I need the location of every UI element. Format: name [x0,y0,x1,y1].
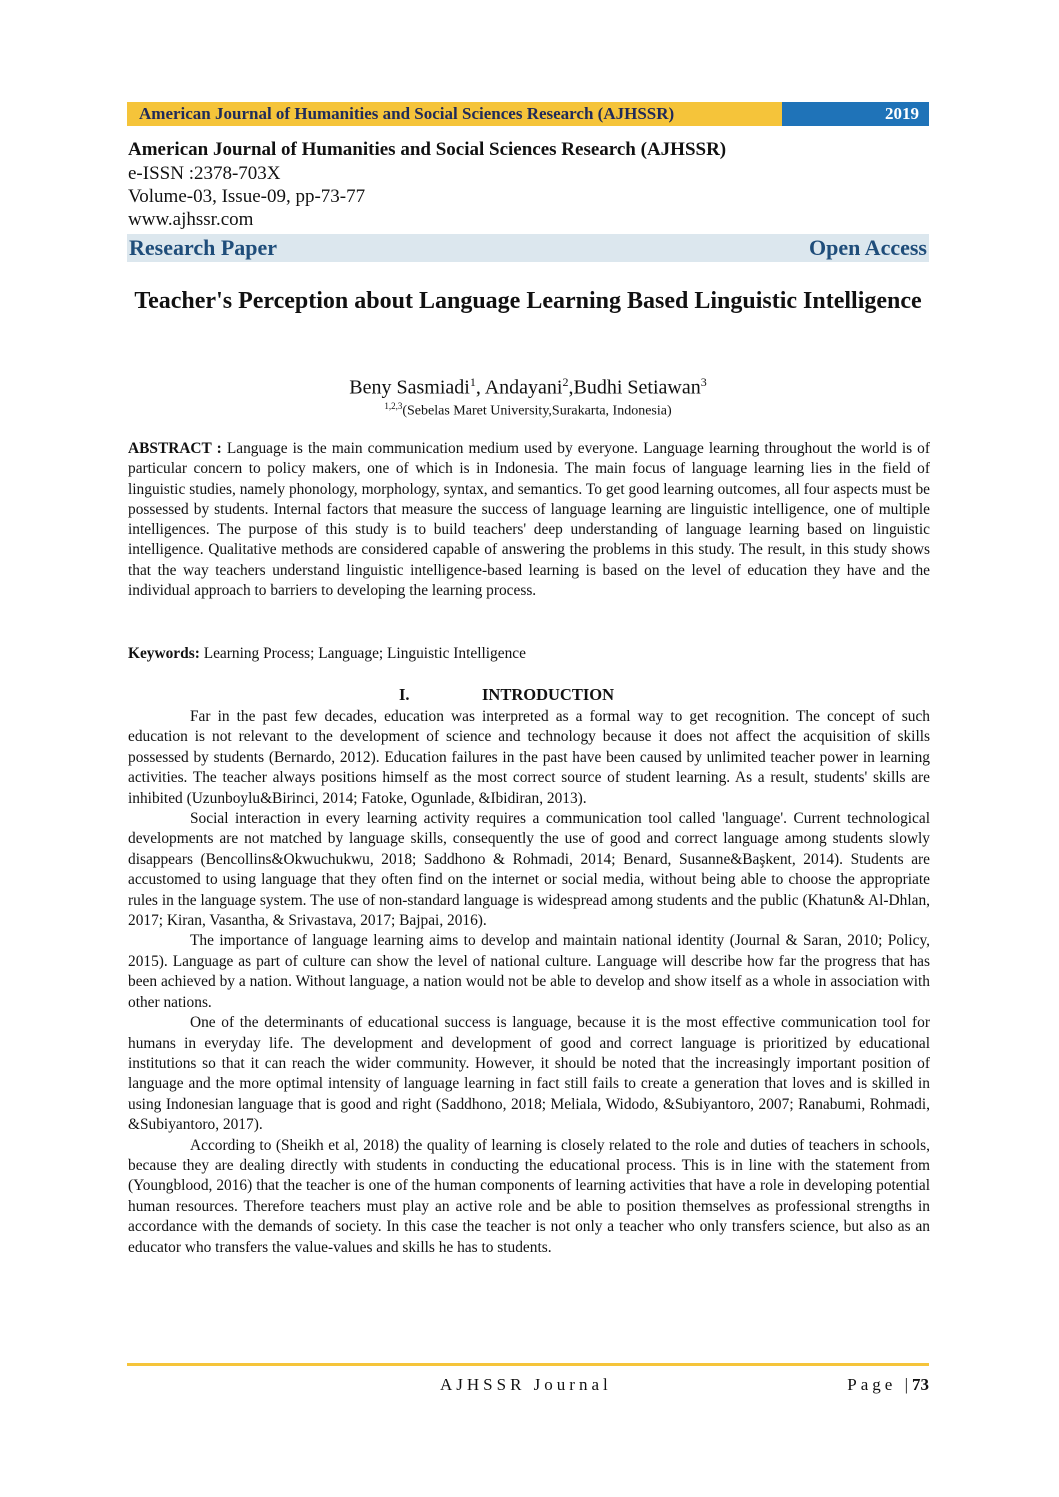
author-name: Beny Sasmiadi [349,376,470,399]
abstract-label: ABSTRACT : [128,440,222,457]
article-type: Research Paper [129,235,278,260]
body-paragraph: Social interaction in every learning activity requires a communication tool called 'language'. Current technological developments are not matched by language skills, consequently the use of good and correct language among students slowly disappears (Bencollins&Okwuchukwu, 2018; Saddhono & Rohmadi, 2014; Benard, Susanne&Başkent, 2014). Students are accustomed to using language that they often find on the internet or social media, without being able to choose the appropriate rules in the language system. The use of non-standard language is widespread among students and the public (Khatun& Al-Dhlan, 2017; Kiran, Vasantha, & Srivastava, 2017; Bajpai, 2016). [128,810,930,930]
running-header [127,102,929,126]
article-type-bar [127,234,929,262]
keywords [128,644,930,664]
body-paragraph: The importance of language learning aims to develop and maintain national identity (Journal & Saran, 2010; Policy, 2015). Language as part of culture can show the level of national culture. Language will describe how far the progress that has been achieved by a nation. Without language, a nation would not be able to develop and show itself as a whole in association with other nations. [128,932,930,1011]
introduction-body [128,707,930,1258]
author-name: Andayani [484,376,563,399]
footer-page-label: Page | [847,1375,912,1394]
footer-journal-name: AJHSSR Journal [440,1375,612,1394]
section-title: INTRODUCTION [482,685,615,704]
running-header-year: 2019 [782,102,929,126]
footer-divider [127,1363,929,1366]
access-type: Open Access [809,235,927,260]
body-paragraph: One of the determinants of educational success is language, because it is the most effective communication tool for humans in everyday life. The development and development of good and correct language is prioritized by educational institutions so that it can reach the wider community. However, it should be noted that the increasingly important position of language and the more optimal intensity of language learning in fact still fails to create a generation that loves and is skilled in using Indonesian language that is good and right (Saddhono, 2018; Meliala, Widodo, &Subiyantoro, 2007; Ranabumi, Rohmadi, &Subiyantoro, 2017). [128,1014,930,1134]
body-paragraph: Far in the past few decades, education was interpreted as a formal way to get recognition. The concept of such education is not relevant to the development of science and technology because it does not affect the acquisition of skills possessed by students (Bernardo, 2012). Education failures in the past have been caused by unlimited teacher power in learning activities. The teacher always positions himself as the most correct source of student learning. As a result, students' skills are inhibited (Uzunboylu&Birinci, 2014; Fatoke, Ogunlade, &Ibidiran, 2013). [128,708,930,807]
body-paragraph: According to (Sheikh et al, 2018) the quality of learning is closely related to the role and duties of teachers in schools, because they are dealing directly with students in conducting the educational process. This is in line with the statement from (Youngblood, 2016) that the teacher is one of the human components of learning activities that have a role in developing potential human resources. Therefore teachers must play an active role and be able to position themselves as professional strengths in accordance with the demands of society. In this case the teacher is not only a teacher who only transfers science, but also as an educator who transfers the value-values and skills he has to students. [128,1136,930,1256]
journal-info [128,138,928,231]
section-number: I. [399,685,410,704]
journal-name: American Journal of Humanities and Social Sciences Research (AJHSSR) [128,139,727,160]
journal-issn: e-ISSN :2378-703X [128,163,281,184]
running-header-journal: American Journal of Humanities and Social Sciences Research (AJHSSR) [127,102,782,126]
keywords-label: Keywords: [128,645,200,662]
footer-page [830,1375,929,1395]
abstract-text: Language is the main communication medium used by everyone. Language learning throughout the world is of particular concern to policy makers, one of which is in Indonesia. The main focus of language learning lies in the field of linguistic studies, namely phonology, morphology, syntax, and semantics. To get good learning outcomes, all four aspects must be possessed by students. Internal factors that measure the success of language learning are linguistic intelligence, one of multiple intelligences. The purpose of this study is to build teachers' deep understanding of language learning based on linguistic intelligence. Qualitative methods are considered capable of answering the problems in this study. The result, in this study shows that the way teachers understand linguistic intelligence-based learning is based on the level of education they have and the individual approach to barriers to developing the learning process. [128,440,931,600]
author-affiliation-mark: 3 [700,375,707,389]
affiliation [128,397,928,421]
keywords-text: Learning Process; Language; Linguistic Intelligence [203,645,526,662]
affiliation-text: (Sebelas Maret University,Surakarta, Indonesia) [402,403,672,419]
paper-title: Teacher's Perception about Language Learning Based Linguistic Intelligence [134,288,922,314]
section-heading [128,685,930,705]
author-list: Beny Sasmiadi$^1$, Andayani$^2$,Budhi Setiawan$^3$ [349,375,707,399]
abstract [128,439,930,601]
author-affiliation-mark: 2 [562,375,569,389]
author-affiliation-mark: 1 [469,375,476,389]
author-name: Budhi Setiawan [573,376,701,399]
journal-volume: Volume-03, Issue-09, pp-73-77 [128,186,366,207]
footer-page-number: 73 [912,1375,929,1394]
journal-website: www.ajhssr.com [128,209,254,230]
affiliation-mark: 1,2,3 [384,401,403,411]
